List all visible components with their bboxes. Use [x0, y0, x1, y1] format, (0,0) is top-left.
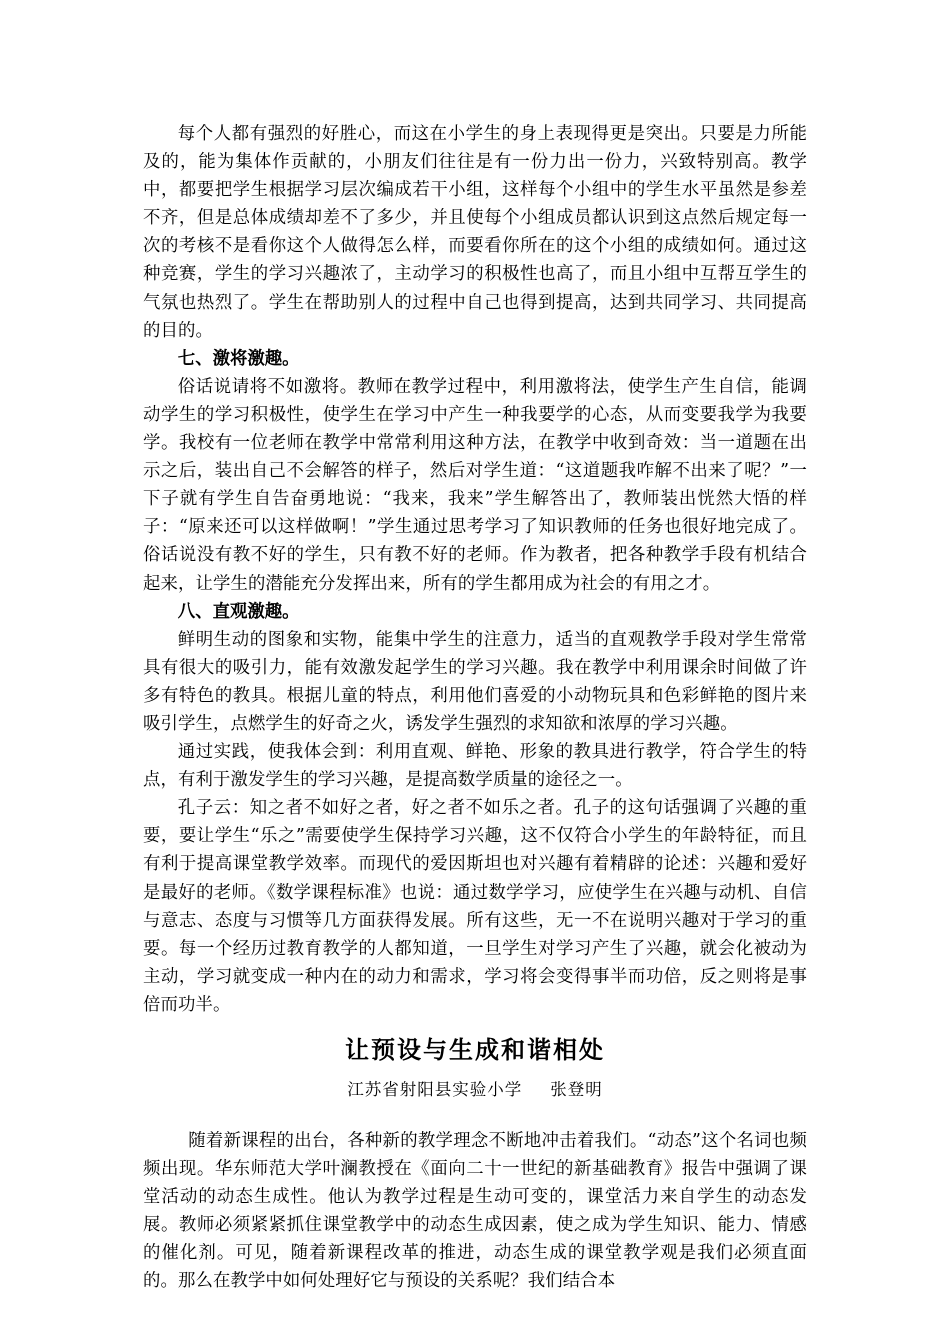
paragraph-provocation: 俗话说请将不如激将。教师在教学过程中，利用激将法，使学生产生自信，能调动学生的学习积极性，使学生在学习中产生一种我要学的心态，从而变要我学为我要学。我校有一位老师在教学中常常利用这种方法，在教学中收到奇效：当一道题在出示之后，装出自己不会解答的样子，然后对学生道：“这道题我咋解不出来了呢？”一下子就有学生自告奋勇地说：“我来，我来”学生解答出了，教师装出恍然大悟的样子：“原来还可以这样做啊！”学生通过思考学习了知识教师的任务也很好地完成了。俗话说没有教不好的学生，只有教不好的老师。作为教者，把各种教学手段有机结合起来，让学生的潜能充分发挥出来，所有的学生都用成为社会的有用之才。	[143, 376, 807, 594]
heading-section-8: 八、直观激趣。	[177, 601, 300, 622]
paragraph-practice: 通过实践，使我体会到：利用直观、鲜艳、形象的教具进行教学，符合学生的特点，有利于激发学生的学习兴趣，是提高数学质量的途径之一。	[143, 742, 807, 791]
author-school: 江苏省射阳县实验小学	[347, 1080, 523, 1099]
article-title: 让预设与生成和谐相处	[345, 1036, 605, 1064]
document-page	[143, 120, 807, 1296]
heading-section-7: 七、激将激趣。	[177, 348, 300, 369]
paragraph-new-curriculum: 随着新课程的出台，各种新的教学理念不断地冲击着我们。“动态”这个名词也频频出现。华东师范大学叶澜教授在《面向二十一世纪的新基础教育》报告中强调了课堂活动的动态生成性。他认为教学过程是生动可变的，课堂活力来自学生的动态发展。教师必须紧紧抓住课堂教学中的动态生成因素，使之成为学生知识、能力、情感的催化剂。可见，随着新课程改革的推进，动态生成的课堂教学观是我们必须直面的。那么在教学中如何处理好它与预设的关系呢？我们结合本	[143, 1131, 807, 1292]
author-name: 张登明	[550, 1080, 603, 1099]
article-body	[143, 1127, 807, 1296]
article-byline	[143, 1077, 807, 1103]
paragraph-group-competition: 每个人都有强烈的好胜心，而这在小学生的身上表现得更是突出。只要是力所能及的，能为集体作贡献的，小朋友们往往是有一份力出一份力，兴致特别高。教学中，都要把学生根据学习层次编成若干小组，这样每个小组中的学生水平虽然是参差不齐，但是总体成绩却差不了多少，并且使每个小组成员都认识到这点然后规定每一次的考核不是看你这个人做得怎么样，而要看你所在的这个小组的成绩如何。通过这种竞赛，学生的学习兴趣浓了，主动学习的积极性也高了，而且小组中互帮互学生的气氛也热烈了。学生在帮助别人的过程中自己也得到提高，达到共同学习、共同提高的目的。	[143, 124, 807, 341]
paragraph-visual-aids: 鲜明生动的图象和实物，能集中学生的注意力，适当的直观教学手段对学生常常具有很大的吸引力，能有效激发起学生的学习兴趣。我在教学中利用课余时间做了许多有特色的教具。根据儿童的特点，利用他们喜爱的小动物玩具和色彩鲜艳的图片来吸引学生，点燃学生的好奇之火，诱发学生强烈的求知欲和浓厚的学习兴趣。	[143, 629, 807, 734]
paragraph-confucius: 孔子云：知之者不如好之者，好之者不如乐之者。孔子的这句话强调了兴趣的重要，要让学生“乐之”需要使学生保持学习兴趣，这不仅符合小学生的年龄特征，而且有利于提高课堂教学效率。而现代的爱因斯坦也对兴趣有着精辟的论述：兴趣和爱好是最好的老师。《数学课程标准》也说：通过数学学习，应使学生在兴趣与动机、自信与意志、态度与习惯等几方面获得发展。所有这些，无一不在说明兴趣对于学习的重要。每一个经历过教育教学的人都知道，一旦学生对学习产生了兴趣，就会化被动为主动，学习就变成一种内在的动力和需求，学习将会变得事半而功倍，反之则将是事倍而功半。	[143, 798, 807, 1015]
